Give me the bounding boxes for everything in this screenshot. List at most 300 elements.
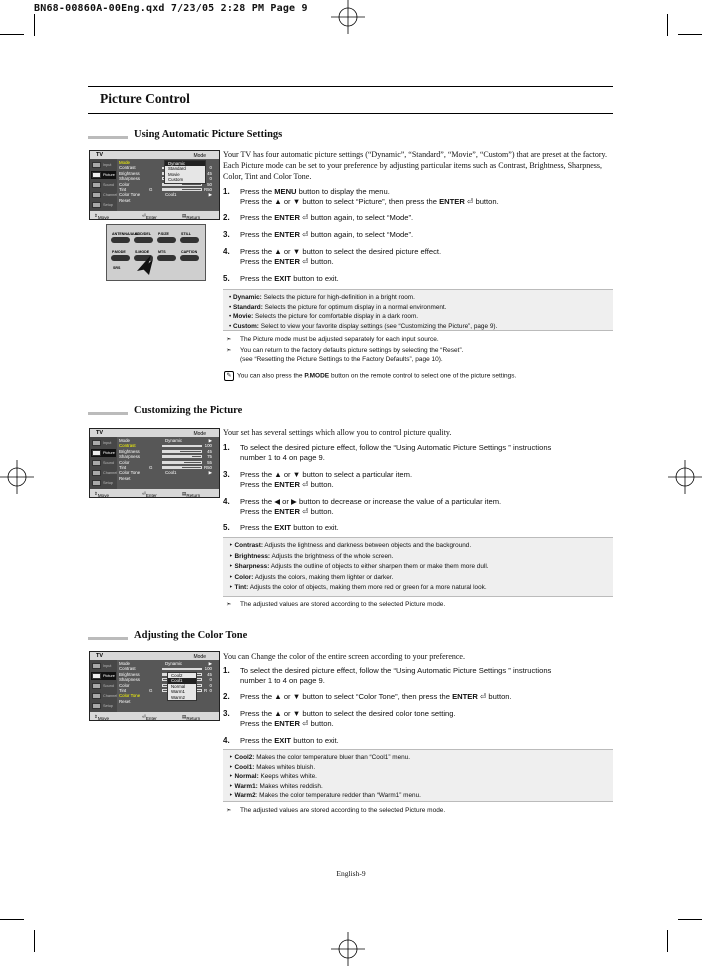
menu-sidebar-item <box>91 161 116 169</box>
step-number: 2. <box>223 213 230 222</box>
step-number: 5. <box>223 523 230 532</box>
up-arrow-icon: ▲ <box>274 470 282 479</box>
step-text: Press the <box>240 480 275 489</box>
list-item: ‣ Color: Adjusts the colors, making them lighter or darker. <box>229 573 394 581</box>
pointer-arrow-icon <box>107 225 205 280</box>
menu-sidebar <box>90 660 117 712</box>
tv-menu-screenshot <box>89 651 220 721</box>
remote-button-label: ANTENNA/AUX <box>112 232 139 236</box>
note-arrow-icon: ➣ <box>226 336 232 343</box>
options-popup <box>164 160 206 184</box>
tv-label: TV <box>96 152 104 158</box>
tint-r-label: R <box>204 688 208 693</box>
move-hint: ⇕ Move <box>94 213 110 220</box>
tint-r-label: R <box>204 465 208 470</box>
description: Select to view your favorite display settings (see “Customizing the Picture”, page 9). <box>258 322 498 330</box>
menu-row-label: Mode <box>119 160 130 165</box>
menu-row-label: Reset <box>119 698 131 704</box>
menu-category-label: Picture <box>103 673 115 678</box>
menu-category-icon <box>92 450 101 456</box>
menu-row <box>119 476 216 481</box>
slider-fill <box>163 184 182 185</box>
menu-row-label: Brightness <box>119 671 140 677</box>
crop-mark <box>678 34 702 35</box>
step-text: button to exit. <box>291 736 339 745</box>
step-text: or <box>281 709 293 718</box>
enter-icon: ⏎ <box>466 197 474 206</box>
term: Custom: <box>233 322 259 330</box>
right-arrow-icon: ▶ <box>208 470 212 476</box>
right-arrow-icon: ▶ <box>291 497 297 506</box>
key-name: ENTER <box>274 257 300 266</box>
note <box>226 355 612 364</box>
menu-category-label: Setup <box>103 202 113 207</box>
key-name: EXIT <box>274 274 292 283</box>
menu-category-label: Input <box>103 663 112 668</box>
list-item: • Dynamic: Selects the picture for high-definition in a bright room. <box>229 294 415 301</box>
description: Makes whites bluish. <box>254 763 316 771</box>
color-tone-value: Cool1 <box>165 192 177 198</box>
menu-row-label: Color <box>119 459 130 465</box>
remote-button-label: STILL <box>181 232 191 236</box>
step-text: Press the <box>240 523 275 532</box>
step-text: button again, to select “Mode”. <box>308 213 414 222</box>
return-hint: ▤ Return <box>182 213 201 220</box>
value-number: 45 <box>207 671 212 677</box>
description: Adjusts the color of objects, making them more red or green for a more natural look. <box>248 584 487 592</box>
remote-control-image <box>106 224 206 281</box>
step-number: 1. <box>223 666 230 675</box>
term: Color: <box>234 573 254 581</box>
note-text: You can return to the factory defaults picture settings by selecting the “Reset”. <box>240 347 464 354</box>
section-title: Customizing the Picture <box>134 405 243 416</box>
menu-category-label: Channel <box>103 693 118 698</box>
note <box>226 335 612 344</box>
menu-sidebar-item <box>91 181 116 189</box>
menu-row-label: Color Tone <box>119 192 141 198</box>
enter-hint: ⏎ Enter <box>142 213 157 220</box>
note-text: The adjusted values are stored according to the selected Picture mode. <box>240 807 446 814</box>
step-number: 2. <box>223 692 230 701</box>
menu-help-bar <box>90 211 219 219</box>
step-text: To select the desired picture effect, follow the “Using Automatic Picture Settings ” instructions <box>240 666 552 675</box>
slider-fill <box>163 446 201 447</box>
step-number: 1. <box>223 443 230 452</box>
term: Warm2 <box>234 792 256 800</box>
description: Adjusts the colors, making them lighter or darker. <box>253 573 394 581</box>
heading-rule <box>88 412 128 415</box>
menu-category-icon <box>92 460 101 466</box>
step-text: button to decrease or increase the value of a particular item. <box>296 497 502 506</box>
step-text: Press the <box>240 736 275 745</box>
tv-menu-screenshot <box>89 428 220 498</box>
step-text: or <box>280 497 292 506</box>
menu-category-icon <box>92 440 101 446</box>
key-name: ENTER <box>274 507 300 516</box>
step-text: or <box>281 247 293 256</box>
menu-sidebar-item <box>91 662 116 670</box>
step-text: or <box>281 197 293 206</box>
menu-row-label: Brightness <box>119 448 140 454</box>
note-text: The adjusted values are stored according to the selected Picture mode. <box>240 601 446 608</box>
menu-sidebar <box>90 437 117 489</box>
value-number: 45 <box>207 170 212 176</box>
tip <box>224 371 516 381</box>
crop-mark <box>667 14 668 36</box>
registration-mark-icon <box>331 0 365 34</box>
menu-title: Mode <box>193 430 206 437</box>
description: Adjusts the outline of objects to either sharpen them or make them more dull. <box>269 563 489 571</box>
section-intro: You can Change the color of the entire screen according to your preference. <box>223 652 465 661</box>
menu-category-label: Setup <box>103 480 113 485</box>
page-number: English-9 <box>336 869 366 878</box>
term: Brightness: <box>234 552 271 560</box>
value-number: 0 <box>209 682 212 688</box>
registration-mark-icon <box>331 932 365 966</box>
right-arrow-icon: ▶ <box>208 661 212 666</box>
return-hint: ▤ Return <box>182 714 201 721</box>
menu-title-bar <box>90 429 219 437</box>
popup-option: Warm2 <box>171 694 185 700</box>
menu-sidebar-item <box>91 702 116 710</box>
menu-sidebar-item <box>91 692 116 700</box>
menu-row-label: Color <box>119 181 130 187</box>
term: Dynamic: <box>233 294 262 301</box>
menu-category-icon <box>92 172 101 178</box>
term: Warm1: <box>234 782 258 790</box>
tint-g-label: G <box>149 465 153 470</box>
enter-icon: ⏎ <box>302 257 309 266</box>
enter-hint: ⏎ Enter <box>142 714 157 721</box>
menu-row-label: Tint <box>119 688 127 693</box>
remote-button-label: ADD/DEL <box>135 232 151 236</box>
note-arrow-icon: ➣ <box>226 347 232 354</box>
step-text: button again, to select “Mode”. <box>308 230 414 239</box>
value-number: 55 <box>207 459 212 465</box>
options-popup <box>167 672 197 701</box>
list-item: ‣ Normal: Keeps whites white. <box>229 773 317 781</box>
slider-fill <box>163 462 184 463</box>
tv-label: TV <box>96 430 104 436</box>
step-text: button. <box>308 480 334 489</box>
enter-icon: ⏎ <box>302 507 309 516</box>
key-name: ENTER <box>274 719 300 728</box>
menu-title: Mode <box>193 152 206 159</box>
note-text: (see “Resetting the Picture Settings to the Factory Defaults”, page 10). <box>240 356 443 363</box>
note-arrow-icon: ➣ <box>226 601 232 608</box>
tint-g-label: G <box>149 187 153 192</box>
enter-icon: ⏎ <box>302 719 309 728</box>
enter-icon: ⏎ <box>302 213 309 222</box>
step-text: Press the <box>240 230 275 239</box>
menu-category-icon <box>92 673 101 679</box>
down-arrow-icon: ▼ <box>292 247 301 256</box>
menu-category-label: Channel <box>103 192 118 197</box>
value-number: 0 <box>209 688 212 693</box>
crop-mark <box>0 34 24 35</box>
step-text: button. <box>486 692 512 701</box>
step-text: button. <box>308 719 334 728</box>
down-arrow-icon: ▼ <box>292 470 301 479</box>
step-text: Press the <box>240 709 275 718</box>
print-slug: BN68-00860A-00Eng.qxd 7/23/05 2:28 PM Page 9 <box>34 3 308 14</box>
menu-sidebar-item <box>91 201 116 209</box>
menu-sidebar <box>90 159 117 211</box>
tip-text: button on the remote control to select one of the picture settings. <box>329 372 517 380</box>
description: Adjusts the brightness of the whole screen. <box>270 552 394 560</box>
move-hint: ⇕ Move <box>94 491 110 498</box>
menu-title-bar <box>90 151 219 159</box>
menu-title: Mode <box>193 653 206 660</box>
menu-category-icon <box>92 703 101 709</box>
step-text: Press the <box>240 274 275 283</box>
value-slider <box>162 455 202 458</box>
key-name: EXIT <box>274 523 292 532</box>
slider-fill <box>163 451 180 452</box>
description: Selects the picture for comfortable display in a dark room. <box>253 313 419 321</box>
menu-category-label: Input <box>103 162 112 167</box>
slider-fill <box>163 456 192 457</box>
step-text: number 1 to 4 on page 9. <box>240 676 325 685</box>
step-number: 4. <box>223 497 230 506</box>
enter-hint: ⏎ Enter <box>142 491 157 498</box>
crop-mark <box>0 919 24 920</box>
menu-category-icon <box>92 470 101 476</box>
popup-option: Custom <box>168 177 184 183</box>
crop-mark <box>34 14 35 36</box>
menu-sidebar-item <box>91 449 116 457</box>
step-text: button to display the menu. <box>296 187 390 196</box>
note <box>226 600 612 609</box>
menu-row-label: Mode <box>119 661 130 666</box>
step-text: Press the <box>240 213 275 222</box>
enter-icon: ⏎ <box>302 480 309 489</box>
key-name: ENTER <box>274 213 300 222</box>
value-number: 50 <box>207 465 212 470</box>
step-text: number 1 to 4 on page 9. <box>240 453 325 462</box>
tv-label: TV <box>96 653 104 659</box>
menu-row-label: Sharpness <box>119 176 140 182</box>
menu-category-icon <box>92 693 101 699</box>
menu-category-label: Picture <box>103 172 115 177</box>
tv-menu-screenshot <box>89 150 220 220</box>
key-name: EXIT <box>274 736 292 745</box>
remote-button-label: MTS <box>158 250 166 254</box>
menu-row-label: Brightness <box>119 170 140 176</box>
down-arrow-icon: ▼ <box>292 692 301 701</box>
step-text: Press the <box>240 719 275 728</box>
value-number: 100 <box>204 666 212 672</box>
color-tone-descriptions-box <box>223 749 613 802</box>
mode-value: Dynamic <box>165 661 183 666</box>
value-slider <box>162 188 202 191</box>
menu-category-icon <box>92 162 101 168</box>
popup-option: Normal <box>171 683 186 689</box>
menu-help-bar <box>90 712 219 720</box>
list-item: • Standard: Selects the picture for optimum display in a normal environment. <box>229 303 447 311</box>
value-number: 45 <box>207 448 212 454</box>
term: Movie: <box>233 313 254 321</box>
step-text: Press the <box>240 197 275 206</box>
description: Selects the picture for high-definition in a bright room. <box>261 294 415 301</box>
adjustment-descriptions-box <box>223 537 613 597</box>
list-item: ‣ Warm1: Makes whites reddish. <box>229 782 323 790</box>
step-number: 1. <box>223 187 230 196</box>
slider-fill <box>163 669 201 670</box>
step-text: Press the <box>240 247 275 256</box>
term: Normal: <box>234 773 259 781</box>
note-pad-icon: ✎ <box>224 371 234 381</box>
remote-button-label: P.SIZE <box>158 232 169 236</box>
up-arrow-icon: ▲ <box>274 197 282 206</box>
list-item: ‣ Warm2: Makes the color temperature redder than “Warm1” menu. <box>229 792 421 800</box>
key-name: ENTER <box>274 480 300 489</box>
value-number: 50 <box>207 181 212 187</box>
menu-category-label: Input <box>103 440 112 445</box>
note <box>226 346 612 355</box>
registration-mark-icon <box>0 460 34 494</box>
value-number: 75 <box>207 454 212 460</box>
menu-title-bar <box>90 652 219 660</box>
step-text: or <box>281 470 293 479</box>
description: Makes the color temperature bluer than “Cool1” menu. <box>254 754 411 761</box>
slider-fill <box>163 467 182 468</box>
list-item: • Custom: Select to view your favorite display settings (see “Customizing the Picture”, page 9). <box>229 322 498 330</box>
menu-row-label: Color Tone <box>119 470 141 476</box>
menu-row-label: Tint <box>119 465 127 470</box>
term: Contrast: <box>234 542 263 549</box>
step-text: Press the <box>240 187 275 196</box>
step-text: button to select a particular item. <box>300 470 413 479</box>
key-name: ENTER <box>274 230 300 239</box>
menu-sidebar-item <box>91 672 116 680</box>
tip-text: You can also press the <box>237 372 305 380</box>
description: Selects the picture for optimum display in a normal environment. <box>262 303 447 311</box>
value-slider <box>162 461 202 464</box>
section-title: Using Automatic Picture Settings <box>134 129 283 140</box>
menu-category-icon <box>92 683 101 689</box>
heading-rule <box>88 136 128 139</box>
menu-category-icon <box>92 182 101 188</box>
menu-row-label: Mode <box>119 438 130 443</box>
up-arrow-icon: ▲ <box>274 247 282 256</box>
term: Sharpness: <box>234 563 270 571</box>
remote-button-label: S.MODE <box>135 250 150 254</box>
list-item: ‣ Contrast: Adjusts the lightness and darkness between objects and the background. <box>229 542 472 549</box>
down-arrow-icon: ▼ <box>292 197 301 206</box>
mode-descriptions-box <box>223 289 613 331</box>
down-arrow-icon: ▼ <box>292 709 301 718</box>
menu-row <box>119 198 216 203</box>
step-text: Press the <box>240 507 275 516</box>
value-slider <box>162 466 202 469</box>
note-text: The Picture mode must be adjusted separately for each input source. <box>240 336 439 343</box>
step-text: button. <box>308 257 334 266</box>
step-number: 4. <box>223 736 230 745</box>
menu-category-label: Sound <box>103 460 114 465</box>
section-intro: Your TV has four automatic picture settings (“Dynamic”, “Standard”, “Movie”, “Custom”) that are preset at the factory. Each Picture mode can be set to your preference by adjusting particular items such as Contrast, Brightness, Sharpness, Color, Tint and Color Tone. <box>223 150 608 181</box>
popup-option: Cool1 <box>168 678 196 683</box>
description: Keeps whites white. <box>258 773 317 781</box>
section-title: Adjusting the Color Tone <box>134 630 248 641</box>
crop-mark <box>678 919 702 920</box>
menu-category-icon <box>92 192 101 198</box>
value-number: 0 <box>209 677 212 683</box>
value-number: 0 <box>209 165 212 171</box>
list-item: ‣ Tint: Adjusts the color of objects, making them more red or green for a more natural look. <box>229 584 487 592</box>
left-arrow-icon: ◀ <box>274 497 281 506</box>
menu-row-label: Contrast <box>119 443 136 449</box>
step-text: button to select “Picture”, then press the <box>300 197 440 206</box>
right-arrow-icon: ▶ <box>208 192 212 198</box>
menu-sidebar-item <box>91 171 116 179</box>
list-item: • Movie: Selects the picture for comfortable display in a dark room. <box>229 313 419 321</box>
popup-option: Dynamic <box>165 161 205 166</box>
value-number: 100 <box>204 443 212 449</box>
menu-sidebar-item <box>91 439 116 447</box>
step-text: To select the desired picture effect, follow the “Using Automatic Picture Settings ” instructions <box>240 443 552 452</box>
popup-option: Movie <box>168 171 180 177</box>
step-number: 5. <box>223 274 230 283</box>
step-text: button to exit. <box>291 274 339 283</box>
menu-row-label: Contrast <box>119 165 136 171</box>
step-text: Press the <box>240 692 275 701</box>
key-name: ENTER <box>439 197 465 206</box>
popup-option: Standard <box>168 166 186 172</box>
crop-mark <box>34 930 35 952</box>
term: Cool1: <box>234 763 255 771</box>
page-title: Picture Control <box>100 91 190 106</box>
remote-button-label: CAPTION <box>181 250 198 254</box>
value-number: 50 <box>207 187 212 192</box>
move-hint: ⇕ Move <box>94 714 110 721</box>
description: Adjusts the lightness and darkness between objects and the background. <box>262 542 472 549</box>
step-text: button to exit. <box>291 523 339 532</box>
enter-icon: ⏎ <box>479 692 487 701</box>
return-hint: ▤ Return <box>182 491 201 498</box>
menu-category-label: Sound <box>103 182 114 187</box>
menu-category-icon <box>92 202 101 208</box>
color-tone-value: Cool1 <box>165 470 177 476</box>
menu-category-label: Setup <box>103 703 113 708</box>
key-name: P.MODE <box>304 372 330 380</box>
step-text: button. <box>473 197 499 206</box>
menu-sidebar-item <box>91 479 116 487</box>
up-arrow-icon: ▲ <box>274 692 282 701</box>
note <box>226 806 612 815</box>
term: Standard: <box>233 303 263 311</box>
enter-icon: ⏎ <box>302 230 309 239</box>
popup-option: Cool2 <box>171 673 183 678</box>
step-number: 3. <box>223 470 230 479</box>
menu-category-label: Channel <box>103 470 118 475</box>
value-slider <box>162 445 202 448</box>
menu-sidebar-item <box>91 469 116 477</box>
step-number: 4. <box>223 247 230 256</box>
menu-row-label: Color <box>119 682 130 688</box>
mode-value: Dynamic <box>165 438 183 443</box>
up-arrow-icon: ▲ <box>274 709 282 718</box>
menu-category-icon <box>92 480 101 486</box>
right-arrow-icon: ▶ <box>208 438 212 443</box>
value-slider <box>162 668 202 671</box>
menu-category-label: Sound <box>103 683 114 688</box>
step-text: Press the <box>240 257 275 266</box>
step-text: button to select the desired picture effect. <box>300 247 442 256</box>
term: Cool2: <box>234 754 255 761</box>
step-number: 3. <box>223 230 230 239</box>
step-text: button. <box>308 507 334 516</box>
